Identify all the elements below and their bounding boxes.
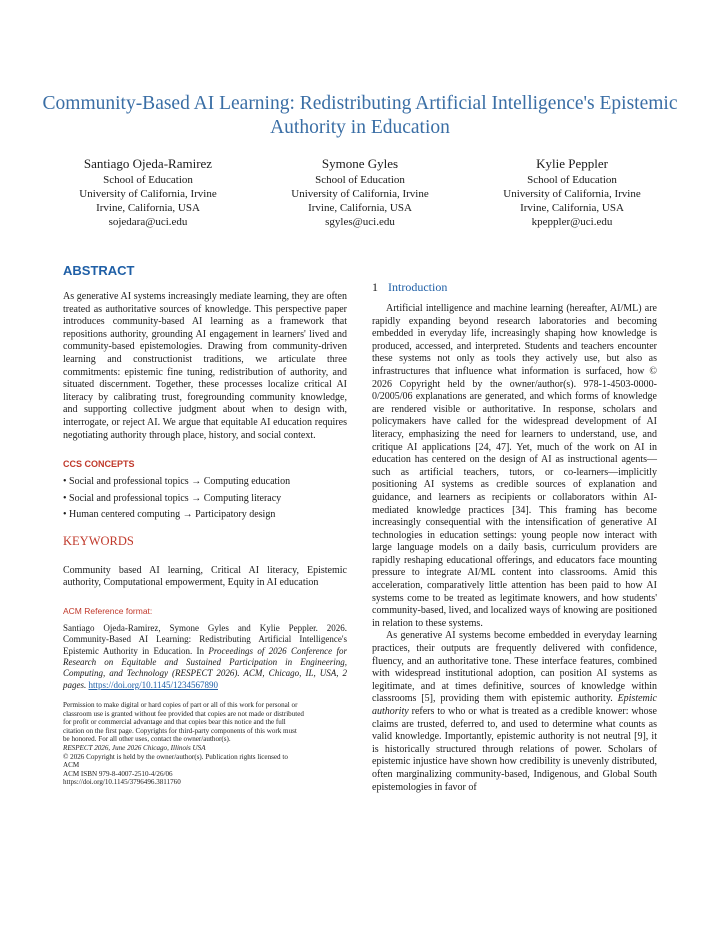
author-location: Irvine, California, USA xyxy=(520,202,624,214)
author-email: kpeppler@uci.edu xyxy=(531,216,613,228)
author-department: School of Education xyxy=(103,174,193,186)
copyright-line: ACM xyxy=(63,761,80,770)
author-email: sgyles@uci.edu xyxy=(325,216,395,228)
abstract-heading: ABSTRACT xyxy=(63,263,135,278)
reference-format-heading: ACM Reference format: xyxy=(63,605,153,616)
permission-line: be honored. For all other uses, contact the owner/author(s). xyxy=(63,735,231,744)
author-3 xyxy=(462,156,682,229)
author-university: University of California, Irvine xyxy=(503,188,641,200)
paragraph-text: refers to who or what is treated as a credible knower: whose claims are trusted, deferred to, and used to determine what counts as valid knowledge. Importantly, epistemic authority is not neutral [9], it is historically structured through relations of power. Scholars of epistemic injustice have shown how credibility is unevenly distributed, often marginalizing community-based, Indigenous, and Global South epistemologies in favor of xyxy=(372,706,657,793)
author-location: Irvine, California, USA xyxy=(96,202,200,214)
keywords-heading: KEYWORDS xyxy=(63,533,134,548)
ccs-heading: CCS CONCEPTS xyxy=(63,459,135,470)
defined-term: Epistemic authority xyxy=(372,693,657,717)
author-department: School of Education xyxy=(527,174,617,186)
isbn-line: ACM ISBN 979-8-4007-2510-4/26/06 xyxy=(63,769,173,778)
ccs-item: • Social and professional topics → Computing literacy xyxy=(63,492,282,504)
left-column xyxy=(63,262,347,787)
author-location: Irvine, California, USA xyxy=(308,202,412,214)
author-department: School of Education xyxy=(315,174,405,186)
doi-line: https://doi.org/10.1145/3796496.3811760 xyxy=(63,778,181,787)
author-name: Santiago Ojeda-Ramirez xyxy=(83,156,213,171)
ccs-item: • Human centered computing → Participatory design xyxy=(63,509,276,521)
permission-line: classroom use is granted without fee provided that copies are not made or distributed xyxy=(63,709,304,718)
section-heading xyxy=(372,280,657,294)
intro-paragraph-2 xyxy=(372,630,657,794)
permission-notice xyxy=(63,701,347,786)
reference-format-text xyxy=(63,623,347,691)
keywords-text: Community based AI learning, Critical AI literacy, Epistemic authority, Computational empowerment, Equity in AI education xyxy=(63,564,347,589)
conference-line: RESPECT 2026, June 2026 Chicago, Illinois USA xyxy=(63,743,206,752)
copyright-line: © 2026 Copyright is held by the owner/author(s). Publication rights licensed to xyxy=(63,752,288,761)
author-name: Symone Gyles xyxy=(321,156,399,171)
paragraph-text: As generative AI systems become embedded in everyday learning practices, their outputs are frequently delivered with confidence, fluency, and an authoritative tone. These interface features, combined with widespread institutional adoption, can position AI systems as legitimate, and at times definitive, sources of knowledge within classrooms [5], providing them with epistemic authority. xyxy=(372,630,657,705)
author-name: Kylie Peppler xyxy=(536,156,608,171)
section-number: 1 xyxy=(372,280,378,294)
permission-line: citation on the first page. Copyrights for third-party components of this work must xyxy=(63,726,297,735)
reference-venue: Proceedings of 2026 Conference for Research on Equitable and Sustained Participation in Engineering, Computing, and Technology (RESPECT 2026). ACM, Chicago, IL, USA, 2 pages. xyxy=(63,645,347,690)
author-1 xyxy=(38,156,258,229)
paper-title: Community-Based AI Learning: Redistributing Artificial Intelligence's Epistemic Authority in Education xyxy=(42,93,678,138)
doi-link[interactable]: https://doi.org/10.1145/1234567890 xyxy=(88,679,219,690)
permission-line: Permission to make digital or hard copies of part or all of this work for personal or xyxy=(63,701,298,710)
abstract-text: As generative AI systems increasingly mediate learning, they are often treated as authoritative sources of knowledge. This perspective paper introduces community-based AI learning as a framework that repositions authority, grounding AI engagement in learners' lived and community-based epistemologies. Drawing from community-driven learning and constructionist traditions, we articulate three commitments: epistemic fine tuning, redistribution of authority, and situated discernment. Together, these processes localize critical AI literacy by calibrating trust, foregrounding community knowledge, and supporting collective judgment about when to design with, interrogate, or reject AI. We argue that equitable AI education requires negotiating authority through place, history, and social context. xyxy=(63,291,347,441)
author-university: University of California, Irvine xyxy=(291,188,429,200)
section-title: Introduction xyxy=(388,280,448,294)
author-university: University of California, Irvine xyxy=(79,188,217,200)
right-column xyxy=(372,280,657,794)
ccs-item: • Social and professional topics → Computing education xyxy=(63,476,291,488)
author-block xyxy=(0,156,720,236)
author-2 xyxy=(250,156,470,229)
intro-paragraph-1: Artificial intelligence and machine learning (hereafter, AI/ML) are rapidly expanding beyond research laboratories and becoming embedded in everyday life, increasingly shaping how knowledge is produced, accessed, and interpreted. Students and teachers encounter these systems not only as tools they actively use, but also as infrastructures that influence what information is surfaced, how © 2026 Copyright held by the owner/author(s). 978-1-4503-0000-0/2005/06 explanations are generated, and which forms of knowledge are rendered visible or authoritative. In response, scholars and policymakers have called for the widespread development of AI literacy, emphasizing the need for learners to understand, use, and critique AI applications [24, 47]. Yet, much of the work on AI in education has centered on the design of AI as instructional agents—such as artificial teachers, tutors, or co-learners—implicitly positioning AI systems as credible sources of explanation and guidance, and learners as recipients or collaborators within AI-mediated knowledge practices [34]. This framing has become increasingly consequential with the intensification of generative AI technologies in education settings: young people now interact with large language models on a daily basis, curriculum providers are rapidly reshaping educational offerings, and educators face mounting pressure to integrate AI/ML content into classrooms. Amid this acceleration, comparatively little attention has been paid to how AI systems come to be treated as legitimate knowers, and how students' community-based, lived, and localized ways of knowing are positioned in relation to these systems. xyxy=(372,303,657,629)
author-email: sojedara@uci.edu xyxy=(108,216,188,228)
permission-line: for profit or commercial advantage and that copies bear this notice and the full xyxy=(63,718,286,727)
reference-citation: Santiago Ojeda-Ramirez, Symone Gyles and Kylie Peppler. 2026. Community-Based AI Learning: Redistributing Artificial Intelligence's Epistemic Authority in Education. In xyxy=(63,622,347,656)
